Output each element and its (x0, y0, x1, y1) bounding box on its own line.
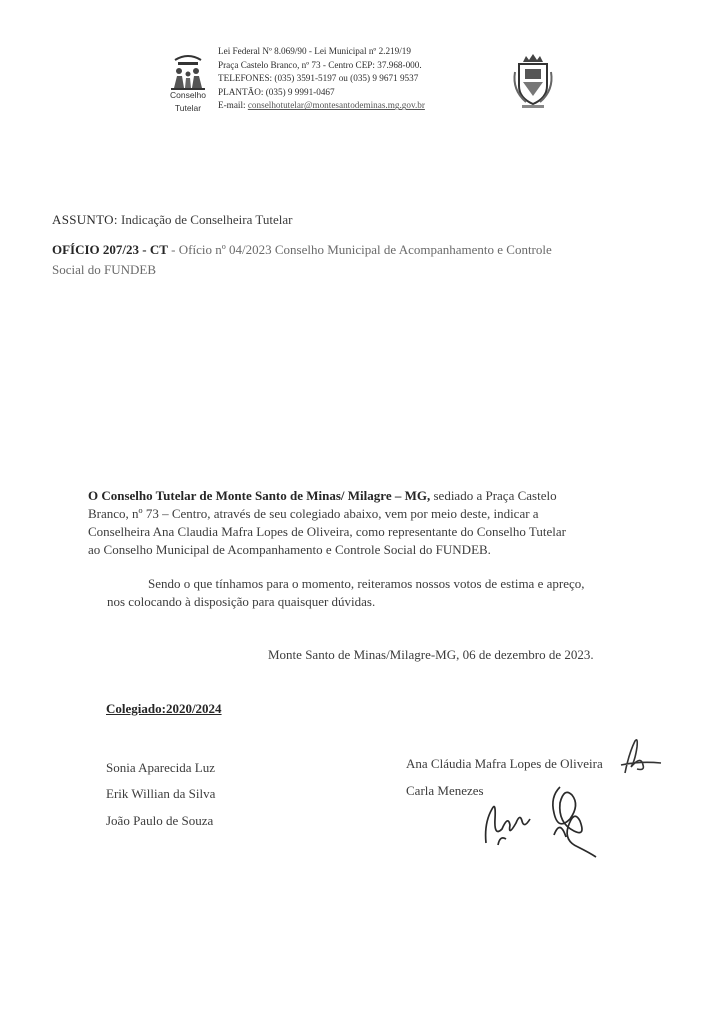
letterhead-line-phones: TELEFONES: (035) 3591-5197 ou (035) 9 9671 9537 (218, 73, 419, 84)
member-ana-claudia: Ana Cláudia Mafra Lopes de Oliveira (406, 756, 603, 771)
paragraph-1-line-1 (88, 488, 557, 504)
colegiado-title: Colegiado:2020/2024 (106, 701, 222, 716)
member-sonia: Sonia Aparecida Luz (106, 760, 216, 775)
letterhead (218, 45, 425, 113)
paragraph-1-line-4: ao Conselho Municipal de Acompanhamento e Controle Social do FUNDEB. (88, 542, 491, 557)
oficio-line (52, 242, 552, 258)
member-joao: João Paulo de Souza (106, 813, 214, 828)
letterhead-line-email (218, 99, 425, 113)
signature-1 (478, 795, 538, 850)
date-line: Monte Santo de Minas/Milagre-MG, 06 de dezembro de 2023. (268, 647, 594, 662)
oficio-text-continued: Social do FUNDEB (52, 262, 156, 277)
logo-text-line1: Conselho (170, 90, 206, 100)
oficio-text: - Ofício nº 04/2023 Conselho Municipal de Acompanhamento e Controle (171, 242, 552, 257)
signature-ana-claudia (615, 735, 665, 780)
member-erik: Erik Willian da Silva (106, 786, 216, 801)
subject-label: ASSUNTO: (52, 212, 118, 227)
email-link[interactable]: conselhotutelar@montesantodeminas.mg.gov.br (247, 100, 425, 111)
letterhead-line-address: Praça Castelo Branco, nº 73 - Centro CEP: 37.968-000. (218, 59, 422, 70)
signature-2 (540, 775, 600, 860)
subject-line (52, 212, 292, 228)
paragraph-1-line-3: Conselheira Ana Claudia Mafra Lopes de Oliveira, como representante do Conselho Tutelar (88, 524, 566, 539)
subject-text: Indicação de Conselheira Tutelar (120, 212, 293, 227)
letterhead-line-duty: PLANTÃO: (035) 9 9991-0467 (218, 86, 335, 97)
member-carla: Carla Menezes (406, 783, 484, 798)
paragraph-2-line-2: nos colocando à disposição para quaisquer dúvidas. (107, 594, 376, 609)
oficio-label: OFÍCIO 207/23 - CT (52, 242, 168, 257)
council-name: O Conselho Tutelar de Monte Santo de Minas/ Milagre – MG, (88, 488, 431, 503)
paragraph-1-line-2: Branco, nº 73 – Centro, através de seu colegiado abaixo, vem por meio deste, indicar a (88, 506, 539, 521)
logo-text-line2: Tutelar (174, 103, 202, 113)
municipal-crest-icon (510, 52, 556, 110)
letterhead-line-law: Lei Federal Nº 8.069/90 - Lei Municipal nº 2.219/19 (218, 46, 411, 56)
paragraph-2-line-1: Sendo o que tínhamos para o momento, reiteramos nossos votos de estima e apreço, (148, 576, 585, 591)
email-label: E-mail: (218, 100, 246, 111)
paragraph-1-line-1-rest: sediado a Praça Castelo (433, 488, 557, 503)
